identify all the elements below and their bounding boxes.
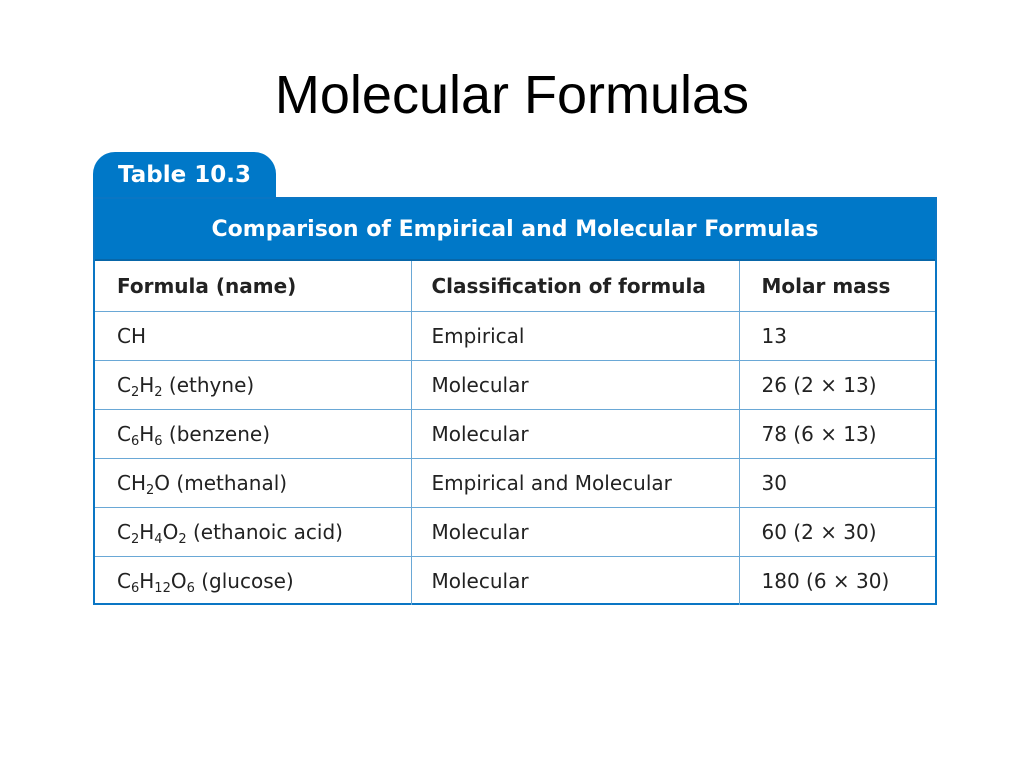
formula-cell — [95, 458, 411, 507]
compound-name: (ethyne) — [162, 372, 255, 397]
table-row — [95, 556, 935, 605]
formula-symbol: O — [170, 568, 187, 593]
table-body — [95, 311, 935, 605]
formula-cell — [95, 311, 411, 360]
column-header-formula: Formula (name) — [95, 261, 411, 311]
compound-name: (benzene) — [162, 421, 270, 446]
formula-symbol: CH — [117, 470, 147, 495]
formula-cell — [95, 360, 411, 409]
formula-symbol: C — [117, 372, 131, 397]
molar-mass-cell: 78 (6 × 13) — [739, 409, 935, 458]
formula-symbol: O — [162, 519, 179, 544]
formula-subscript: 12 — [154, 580, 171, 596]
table-caption: Comparison of Empirical and Molecular Formulas — [95, 199, 935, 261]
column-header-classification: Classification of formula — [411, 261, 739, 311]
molar-mass-cell: 180 (6 × 30) — [761, 568, 890, 593]
table-row — [95, 507, 935, 556]
formula-subscript: 2 — [130, 384, 140, 400]
formula-symbol: O — [154, 470, 171, 495]
formulas-table-grid — [95, 261, 935, 605]
classification-cell: Empirical and Molecular — [411, 458, 739, 507]
molar-mass-cell: 26 (2 × 13) — [739, 360, 935, 409]
table-row — [95, 360, 935, 409]
slide-title: Molecular Formulas — [274, 65, 750, 125]
formula-cell — [95, 507, 411, 556]
column-header-molar-mass: Molar mass — [739, 261, 935, 311]
compound-name: (glucose) — [194, 568, 294, 593]
table-row — [95, 311, 935, 360]
formula-symbol: C — [117, 568, 131, 593]
formula-cell — [95, 409, 411, 458]
compound-name: (methanal) — [170, 470, 288, 495]
formula-symbol: H — [139, 568, 155, 593]
formula-subscript: 2 — [130, 531, 140, 547]
compound-name: (ethanoic acid) — [186, 519, 343, 544]
formula-cell — [95, 556, 411, 605]
molar-mass-cell: 13 — [739, 311, 935, 360]
chemical-formula — [117, 568, 195, 596]
chemical-formula — [117, 470, 171, 498]
table-number-tab: Table 10.3 — [93, 152, 276, 198]
molar-mass-cell: 30 — [739, 458, 935, 507]
formula-subscript: 6 — [130, 580, 140, 596]
formula-symbol: C — [117, 519, 131, 544]
formula-symbol: H — [139, 519, 155, 544]
table-row — [95, 458, 935, 507]
classification-cell: Molecular — [411, 409, 739, 458]
table-header-row — [95, 261, 935, 311]
classification-cell: Molecular — [411, 556, 739, 605]
formula-symbol: C — [117, 421, 131, 446]
formula-subscript: 2 — [178, 531, 187, 547]
formula-subscript: 6 — [186, 580, 195, 596]
chemical-formula — [117, 519, 187, 547]
formula-symbol: H — [139, 372, 155, 397]
formula-subscript: 6 — [130, 433, 140, 449]
table-row — [95, 409, 935, 458]
chemical-formula — [117, 421, 163, 449]
formula-subscript: 2 — [154, 384, 163, 400]
formula-subscript: 6 — [154, 433, 163, 449]
formula-symbol: CH — [117, 323, 147, 348]
formula-subscript: 2 — [146, 482, 155, 498]
formula-subscript: 4 — [154, 531, 163, 547]
classification-cell: Empirical — [411, 311, 739, 360]
chemical-formula — [117, 324, 146, 348]
classification-cell: Molecular — [411, 360, 739, 409]
formula-comparison-table — [93, 197, 937, 605]
molar-mass-cell: 60 (2 × 30) — [739, 507, 935, 556]
formula-symbol: H — [139, 421, 155, 446]
classification-cell: Molecular — [411, 507, 739, 556]
chemical-formula — [117, 372, 163, 400]
